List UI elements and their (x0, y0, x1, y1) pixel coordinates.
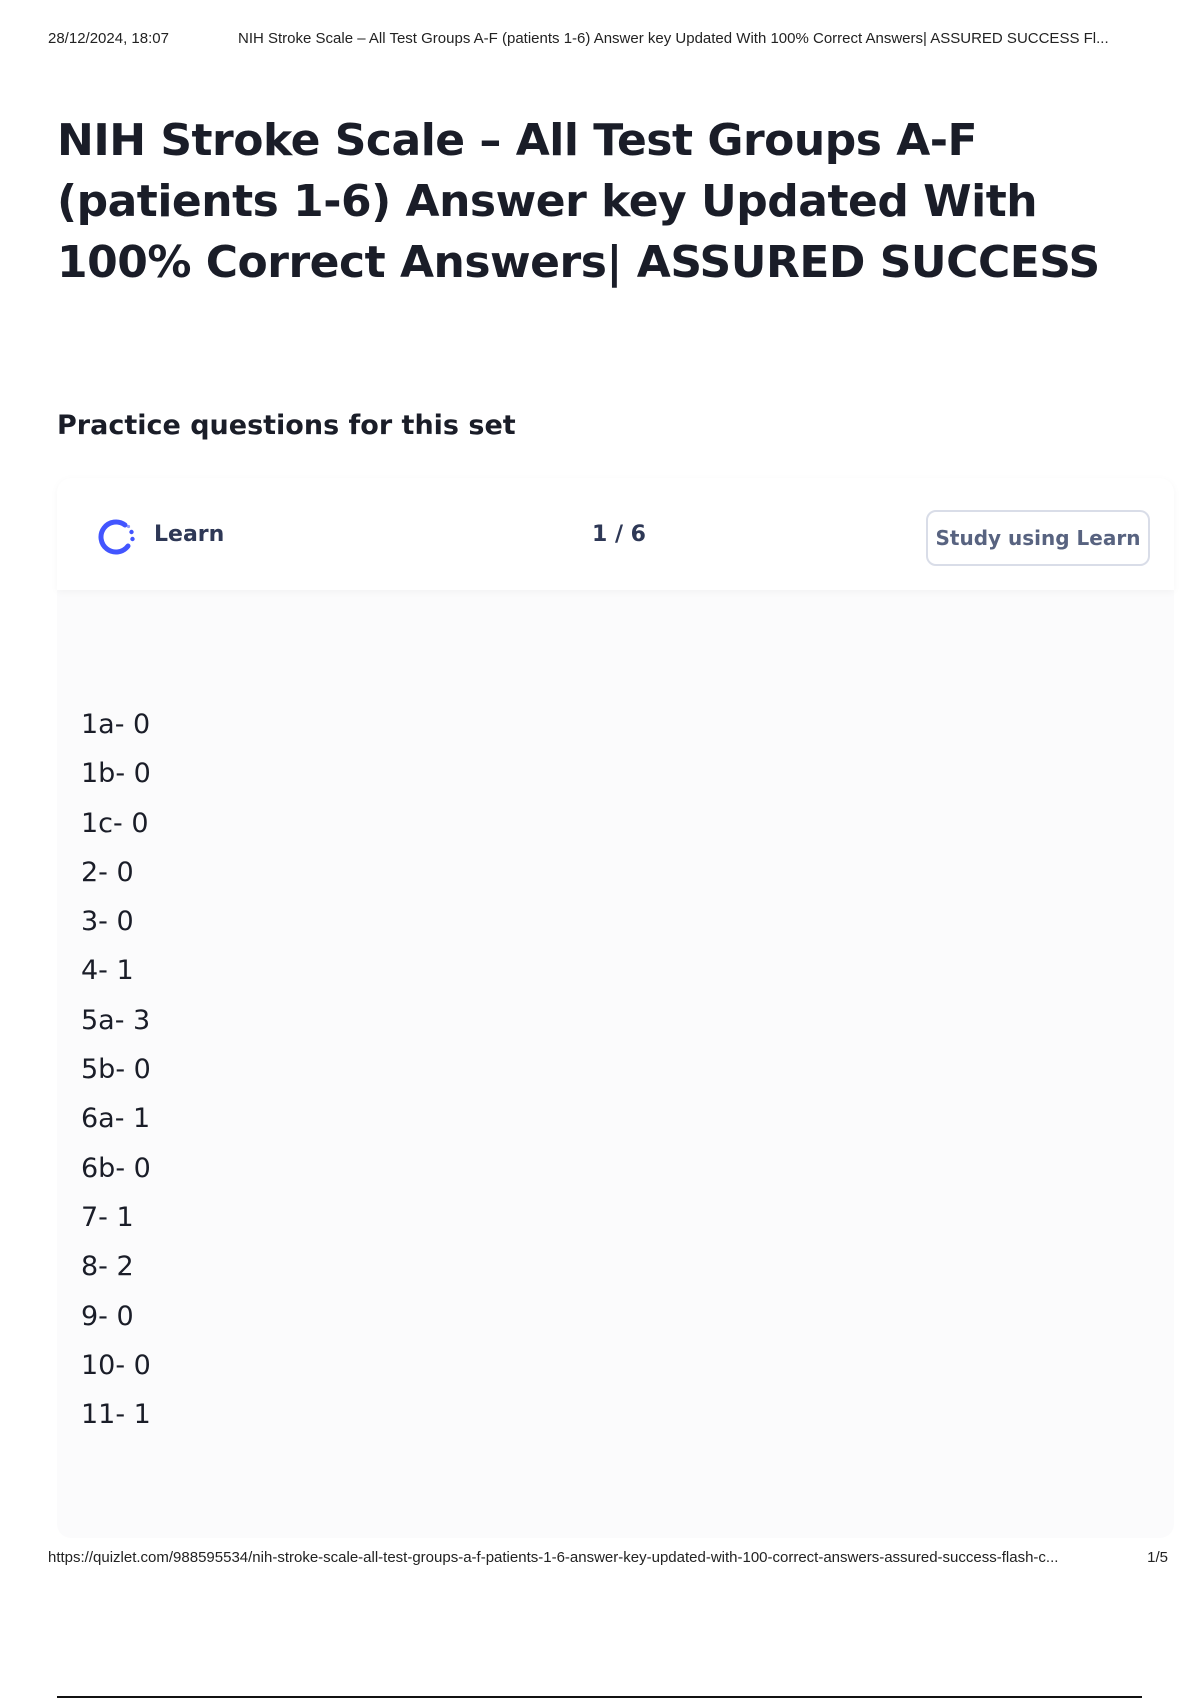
list-item: 5b- 0 (81, 1054, 151, 1086)
list-item: 10- 0 (81, 1349, 151, 1381)
print-header (48, 30, 1180, 50)
page-title: NIH Stroke Scale – All Test Groups A-F (patients 1-6) Answer key Updated With 100% Correct Answers| ASSURED SUCCESS (57, 115, 1100, 288)
list-item: 4- 1 (81, 955, 134, 987)
question-progress: 1 / 6 (592, 522, 646, 547)
learn-label: Learn (154, 522, 225, 547)
list-item: 6a- 1 (81, 1103, 151, 1135)
print-footer (48, 1549, 1180, 1571)
list-item: 7- 1 (81, 1201, 134, 1233)
list-item: 11- 1 (81, 1399, 151, 1431)
list-item: 8- 2 (81, 1251, 134, 1283)
answer-list (81, 700, 151, 1439)
practice-card-header (57, 478, 1174, 590)
practice-card (57, 478, 1174, 1538)
list-item: 9- 0 (81, 1300, 134, 1332)
divider (57, 1696, 1142, 1698)
list-item: 2- 0 (81, 856, 134, 888)
list-item: 1c- 0 (81, 807, 149, 839)
study-using-learn-button[interactable]: Study using Learn (926, 510, 1150, 566)
list-item: 6b- 0 (81, 1152, 151, 1184)
list-item: 1b- 0 (81, 758, 151, 790)
print-date: 28/12/2024, 18:07 (48, 30, 169, 47)
list-item: 5a- 3 (81, 1004, 151, 1036)
print-url: https://quizlet.com/988595534/nih-stroke-scale-all-test-groups-a-f-patients-1-6-answer-key-updated-with-100-correct-answers-assured-success-flash-c... (48, 1549, 1059, 1566)
list-item: 1a- 0 (81, 709, 151, 740)
practice-questions-heading: Practice questions for this set (57, 410, 516, 441)
print-document-title: NIH Stroke Scale – All Test Groups A-F (patients 1-6) Answer key Updated With 100% Correct Answers| ASSURED SUCCESS Fl... (238, 30, 1109, 47)
page-number: 1/5 (1147, 1549, 1168, 1566)
learn-progress-ring-icon (95, 516, 137, 558)
list-item: 3- 0 (81, 906, 134, 938)
